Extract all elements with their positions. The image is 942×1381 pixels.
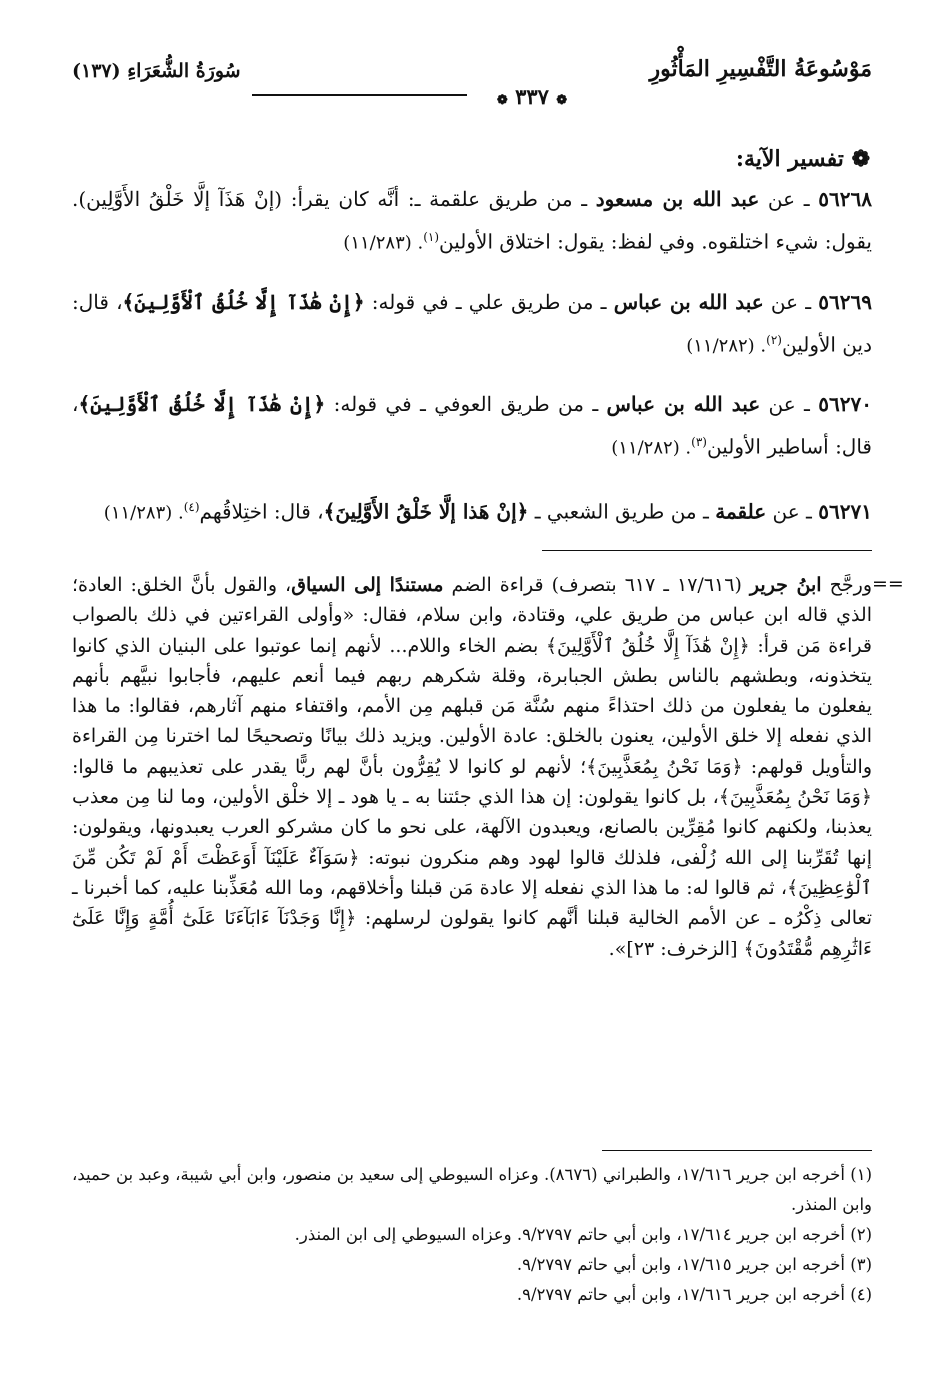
narrator-name: عبد الله بن مسعود bbox=[595, 187, 760, 211]
entry-text: ، قال: دين الأولين bbox=[72, 289, 872, 357]
commentary-separator bbox=[542, 550, 872, 551]
page-number-text: ٣٣٧ bbox=[515, 84, 549, 109]
entry-number: ٥٦٢٦٨ bbox=[818, 187, 872, 211]
narrator-name: عبد الله بن عباس bbox=[606, 392, 761, 417]
volume-reference: . (١١/٢٨٣) bbox=[343, 232, 424, 254]
narration-entry bbox=[72, 283, 872, 366]
ornament-icon: ❁ bbox=[496, 93, 508, 108]
footnote-marker: (٢) bbox=[766, 332, 782, 347]
author-name: ابنُ جرير bbox=[749, 574, 822, 596]
commentary-text: ، والقول بأنَّ الخلق: العادة؛ الذي قاله ابن عباس من طريق علي، وقتادة، وابن سلام، فقال: «وأولى القراءتين في ذلك بالصواب قراءة مَن قرأ: ﴿إِنْ هَٰذَآ إِلَّا خُلُقُ ٱلْأَوَّلِينَ﴾ بضم الخاء واللام... لأنهم إنما عوتبوا على البنيان الذي كانوا يتخذونه، وبطشهم بالناس بطش الجبابرة، وقلة شكرهم ربهم فيما أنعم عليهم، فأجابوا نبيَّهم بأنهم يفعلون ما يفعلون من ذلك احتذاءً منهم سُنَّة مَن قبلهم مِن الأمم، واقتفاء منهم آثارهم، فقالوا: ما هذا الذي نفعله إلا خلق الأولين، يعنون بالخلق: عادة الأولين. ويزيد ذلك بيانًا وتصحيحًا لما اخترنا مِن القراءة والتأويل قولهم: ﴿وَمَا نَحْنُ بِمُعَذَّبِينَ﴾؛ لأنهم لو كانوا لا يُقِرُّون بأنَّ لهم ربًّا يقدر على تعذيبهم ما قالوا: ﴿وَمَا نَحْنُ بِمُعَذَّبِينَ﴾، بل كانوا يقولون: إن هذا الذي جئتنا به ـ يا هود ـ إلا خلْق الأولين، وما لنا مِن معذب يعذبنا، ولكنهم كانوا مُقِرِّين بالصانع، ويعبدون الآلهة، على نحو ما كان مشركو العرب يعبدونها، ويقولون: إنها تُقَرِّبنا إلى الله زُلْفى، فلذلك قالوا لهود وهم منكرون نبوته: ﴿سَوَآءٌ عَلَيْنَآ أَوَعَظْتَ أَمْ لَمْ تَكُن مِّنَ ٱلْوَٰعِظِينَ﴾، ثم قالوا له: ما هذا الذي نفعله إلا عادة مَن قبلنا وأخلاقهم، وما الله مُعَذِّبنا عليه، كما أخبرنا ـ تعالى ذِكْرُه ـ عن الأمم الخالية قبلنا أنَّهم كانوا يقولون لرسلهم: ﴿إِنَّا وَجَدْنَآ ءَابَآءَنَا عَلَىٰٓ أُمَّةٍ وَإِنَّا عَلَىٰٓ ءَاثَٰرِهِم مُّقْتَدُونَ﴾ [الزخرف: ٢٣]». bbox=[72, 574, 873, 960]
continuation-marker: == bbox=[872, 573, 904, 595]
footnote: (٣) أخرجه ابن جرير ١٧/٦١٥، وابن أبي حاتم ٩/٢٧٩٧. bbox=[516, 1255, 872, 1274]
commentary-text: (١٧/٦١٦ ـ ٦١٧ بتصرف) قراءة الضم bbox=[443, 574, 750, 596]
volume-reference: . (١١/٢٨٣) bbox=[103, 502, 184, 524]
quran-verse: ﴿إنْ هَذا إلَّا خَلْقُ الأَوَّلِينَ﴾ bbox=[323, 499, 529, 524]
entry-text: ـ من طريق العوفي ـ في قوله: bbox=[325, 392, 607, 417]
entry-text: ـ عن bbox=[766, 499, 819, 524]
volume-reference: . (١١/٢٨٢) bbox=[611, 437, 692, 459]
footnote: (١) أخرجه ابن جرير ١٧/٦١٦، والطبراني (٨٦٧٦). وعزاه السيوطي إلى سعيد بن منصور، وابن أبي شيبة، وعبد بن حميد، وابن المنذر. bbox=[72, 1165, 872, 1214]
entry-text: ـ عن bbox=[759, 187, 819, 211]
entry-text: ـ من طريق علقمة ـ: أنَّه كان يقرأ: (إنْ هَذَآ إلَّا خَلْقُ الأَوَّلِين). يقول: شيء اختلقوه. وفي لفظ: يقول: اختلاق الأولين bbox=[72, 187, 872, 254]
section-title: ❁ تفسير الآية: bbox=[735, 146, 870, 172]
running-header bbox=[72, 52, 872, 109]
footnote: (٤) أخرجه ابن جرير ١٧/٦١٦، وابن أبي حاتم ٩/٢٧٩٧. bbox=[516, 1285, 872, 1304]
entry-text: ـ من طريق علي ـ في قوله: bbox=[364, 289, 614, 314]
entry-number: ٥٦٢٦٩ bbox=[818, 289, 872, 314]
entry-number: ٥٦٢٧٠ bbox=[818, 392, 872, 417]
entry-text: ـ عن bbox=[763, 289, 819, 314]
entry-text: ـ من طريق الشعبي ـ bbox=[528, 499, 716, 524]
entry-text: ـ عن bbox=[760, 392, 819, 417]
footnote-marker: (٤) bbox=[183, 499, 200, 514]
surah-title: سُورَةُ الشُّعَرَاءِ (١٣٧) bbox=[72, 60, 241, 82]
footnote: (٢) أخرجه ابن جرير ١٧/٦١٤، وابن أبي حاتم ٩/٢٧٩٧. وعزاه السيوطي إلى ابن المنذر. bbox=[294, 1225, 872, 1244]
footnotes bbox=[72, 1160, 872, 1310]
commentary-text: ورجَّح bbox=[821, 574, 873, 596]
narrations-list bbox=[72, 180, 872, 537]
quran-verse: ﴿إِنْ هَٰذَآ إِلَّا خُلُقُ ٱلْأَوَّلِينَ﴾ bbox=[78, 392, 326, 417]
quran-verse: ﴿إِنْ هَٰذَآ إِلَّا خُلُقُ ٱلْأَوَّلِينَ﴾ bbox=[122, 289, 365, 314]
footnotes-separator bbox=[602, 1150, 872, 1151]
footnote-marker: (١) bbox=[423, 230, 440, 244]
narrator-name: عبد الله بن عباس bbox=[613, 289, 764, 314]
commentary-block bbox=[72, 570, 872, 964]
commentary-emphasis: مستندًا إلى السياق bbox=[291, 574, 444, 596]
footnote-marker: (٣) bbox=[691, 435, 707, 450]
volume-reference: . (١١/٢٨٢) bbox=[686, 335, 767, 357]
entry-text: ، قال: اختِلاقُهم bbox=[199, 499, 324, 524]
page-number bbox=[467, 84, 597, 109]
book-title: مَوْسُوعَةُ التَّفْسِيرِ المَأْثُورِ bbox=[649, 56, 872, 82]
narration-entry bbox=[72, 385, 872, 468]
narrator-name: علقمة bbox=[715, 499, 767, 524]
entry-text: ، قال: أساطير الأولين bbox=[72, 392, 872, 459]
ornament-icon: ❁ bbox=[556, 93, 568, 108]
narration-entry bbox=[72, 488, 872, 533]
narration-entry bbox=[72, 180, 872, 263]
entry-number: ٥٦٢٧١ bbox=[818, 499, 872, 524]
